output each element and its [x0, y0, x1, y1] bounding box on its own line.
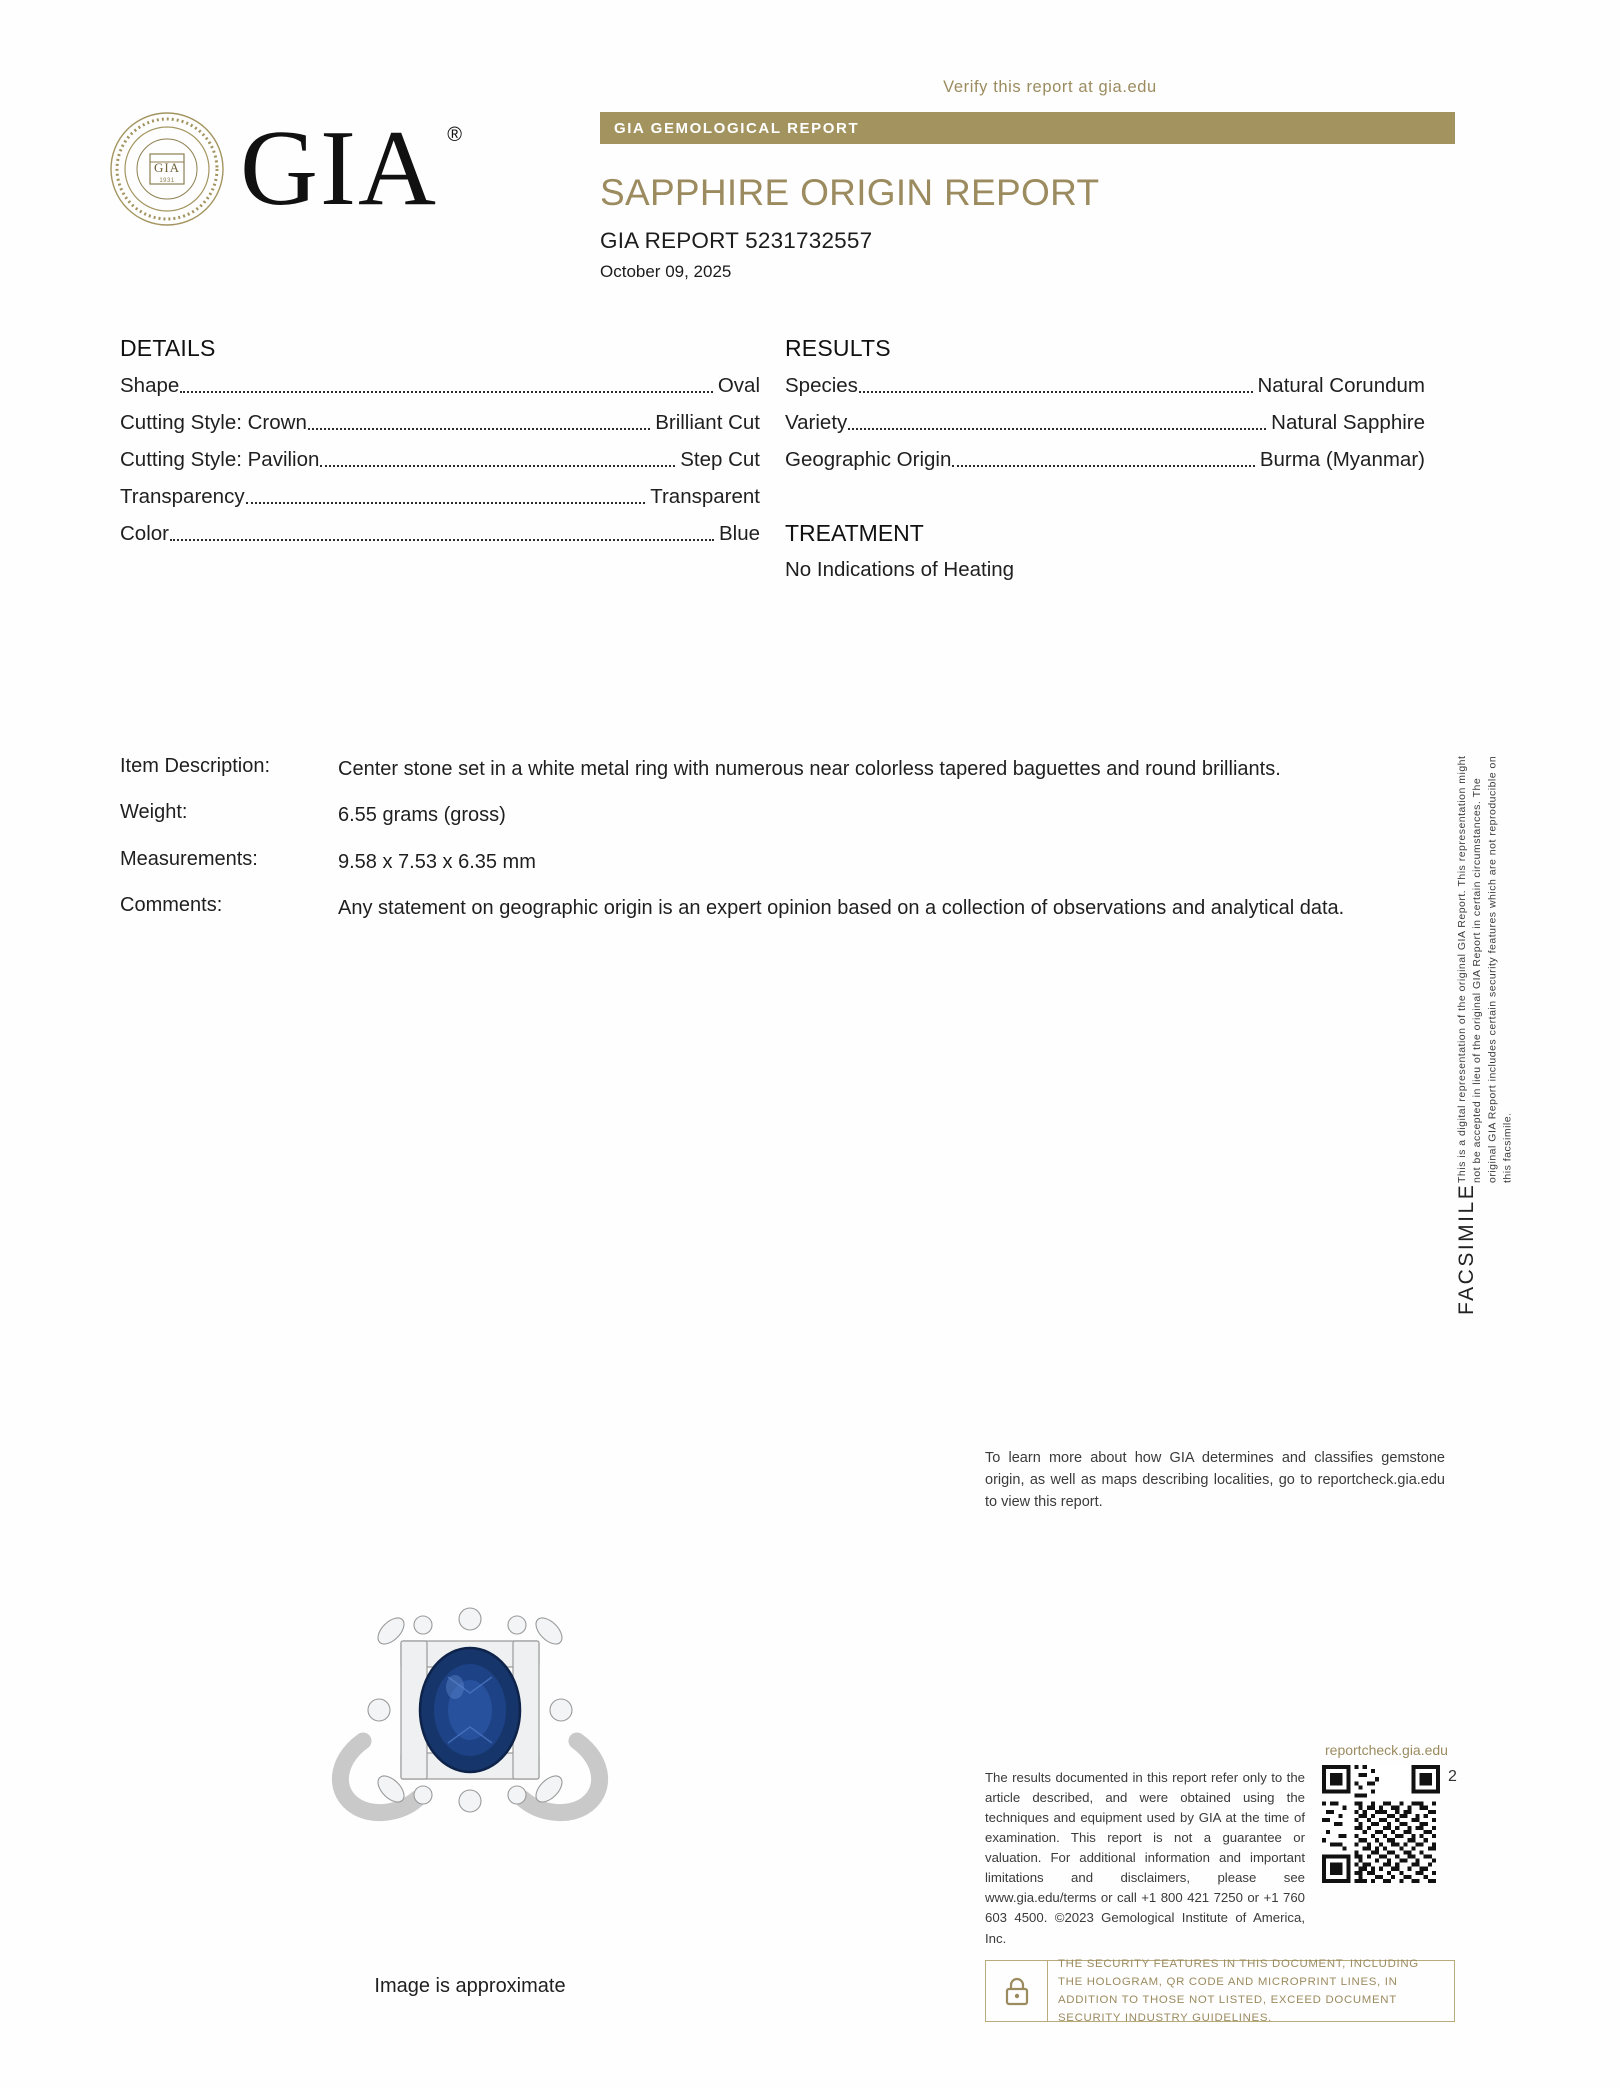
treatment-value: No Indications of Heating: [785, 558, 1015, 581]
item-key: Measurements:: [120, 847, 258, 870]
leader-dots: [320, 461, 675, 467]
detail-label: Transparency: [120, 485, 245, 508]
treatment-heading: TREATMENT: [785, 520, 924, 546]
detail-value: Brilliant Cut: [655, 411, 760, 434]
item-value: 6.55 grams (gross): [338, 804, 506, 827]
result-value: Natural Sapphire: [1271, 411, 1425, 434]
security-notice-text: THE SECURITY FEATURES IN THIS DOCUMENT, INCLUDING THE HOLOGRAM, QR CODE AND MICROPRINT LINES, IN ADDITION TO THOSE NOT LISTED, EXCEED DOCUMENT SECURITY INDUSTRY GUIDELINES.: [1058, 1957, 1419, 2025]
svg-text:1931: 1931: [159, 178, 175, 184]
leader-dots: [859, 387, 1253, 393]
detail-label: Cutting Style: Pavilion: [120, 448, 320, 471]
leader-dots: [180, 387, 713, 393]
report-type-bar: [600, 112, 1455, 144]
leader-dots: [246, 498, 646, 504]
learn-more-text: To learn more about how GIA determines and classifies gemstone origin, as well as maps describing localities, go to reportcheck.gia.edu to view this report.: [985, 1450, 1445, 1510]
item-information: [120, 755, 1425, 941]
detail-value: Blue: [718, 522, 760, 545]
detail-row: [120, 487, 760, 508]
detail-value: Step Cut: [680, 448, 760, 471]
result-value: Natural Corundum: [1257, 374, 1425, 397]
result-value: Burma (Myanmar): [1259, 448, 1425, 471]
detail-row: [120, 376, 760, 397]
legal-disclaimer: The results documented in this report refer only to the article described, and were obtained using the techniques and equipment used by GIA at the time of examination. This report is not a guarantee or valuation. For additional information and important limitations and disclaimers, please see www.gia.edu/terms or call +1 800 421 7250 or +1 760 603 4500. ©2023 Gemological Institute of America, Inc.: [985, 1770, 1305, 1946]
detail-row: [120, 450, 760, 471]
facsimile-body: This is a digital representation of the original GIA Report. This representation might not be accepted in lieu of the original GIA Report in certain circumstances. The original GIA Report includes certain security features which are not reproducible on this facsimile.: [1456, 755, 1514, 1183]
results-heading: RESULTS: [785, 335, 891, 361]
gia-wordmark-text: GIA: [240, 108, 438, 228]
reportcheck-link[interactable]: reportcheck.gia.edu: [1325, 1742, 1448, 1758]
item-row: [120, 894, 1425, 922]
item-key: Item Description:: [120, 755, 271, 777]
item-key: Comments:: [120, 894, 223, 917]
detail-row: [120, 524, 760, 545]
security-features-notice: [985, 1957, 1455, 2025]
gia-logo: [108, 108, 464, 228]
item-value: Center stone set in a white metal ring with numerous near colorless tapered baguettes and round brilliants.: [338, 758, 1281, 780]
detail-label: Shape: [120, 374, 180, 397]
detail-label: Color: [120, 522, 169, 545]
image-caption: Image is approximate: [374, 1975, 566, 1997]
item-row: [120, 848, 1425, 876]
detail-row: [120, 413, 760, 434]
detail-label: Cutting Style: Crown: [120, 411, 307, 434]
result-row: [785, 413, 1425, 434]
lock-icon: [986, 1961, 1048, 2021]
result-label: Geographic Origin: [785, 448, 952, 471]
item-value: 9.58 x 7.53 x 6.35 mm: [338, 850, 536, 873]
gemstone-image: [305, 1545, 635, 1875]
result-label: Species: [785, 374, 858, 397]
item-key: Weight:: [120, 801, 188, 824]
verify-report-link[interactable]: Verify this report at gia.edu: [943, 78, 1157, 96]
gia-seal-icon: [108, 110, 226, 228]
result-row: [785, 376, 1425, 397]
details-heading: DETAILS: [120, 335, 216, 361]
item-value: Any statement on geographic origin is an expert opinion based on a collection of observations and analytical data.: [338, 897, 1345, 920]
report-date: October 09, 2025: [600, 262, 732, 281]
report-type-label: GIA GEMOLOGICAL REPORT: [614, 119, 860, 137]
leader-dots: [848, 424, 1266, 430]
result-row: [785, 450, 1425, 471]
item-row: [120, 755, 1425, 783]
details-section: [120, 335, 760, 561]
svg-text:GIA: GIA: [153, 160, 181, 175]
facsimile-notice: [1455, 755, 1514, 1315]
detail-value: Oval: [717, 374, 760, 397]
leader-dots: [170, 535, 714, 541]
detail-value: Transparent: [650, 485, 760, 508]
leader-dots: [308, 424, 650, 430]
leader-dots: [952, 461, 1254, 467]
report-number: GIA REPORT 5231732557: [600, 228, 873, 253]
results-section: [785, 335, 1425, 487]
item-row: [120, 801, 1425, 829]
gia-wordmark: [240, 108, 464, 228]
qr-code-icon[interactable]: [1322, 1765, 1440, 1883]
facsimile-title: FACSIMILE: [1455, 1182, 1478, 1315]
result-label: Variety: [785, 411, 848, 434]
registered-trademark-icon: ®: [447, 123, 464, 146]
page-title: SAPPHIRE ORIGIN REPORT: [600, 172, 1100, 213]
page-number: 2: [1448, 1768, 1457, 1785]
